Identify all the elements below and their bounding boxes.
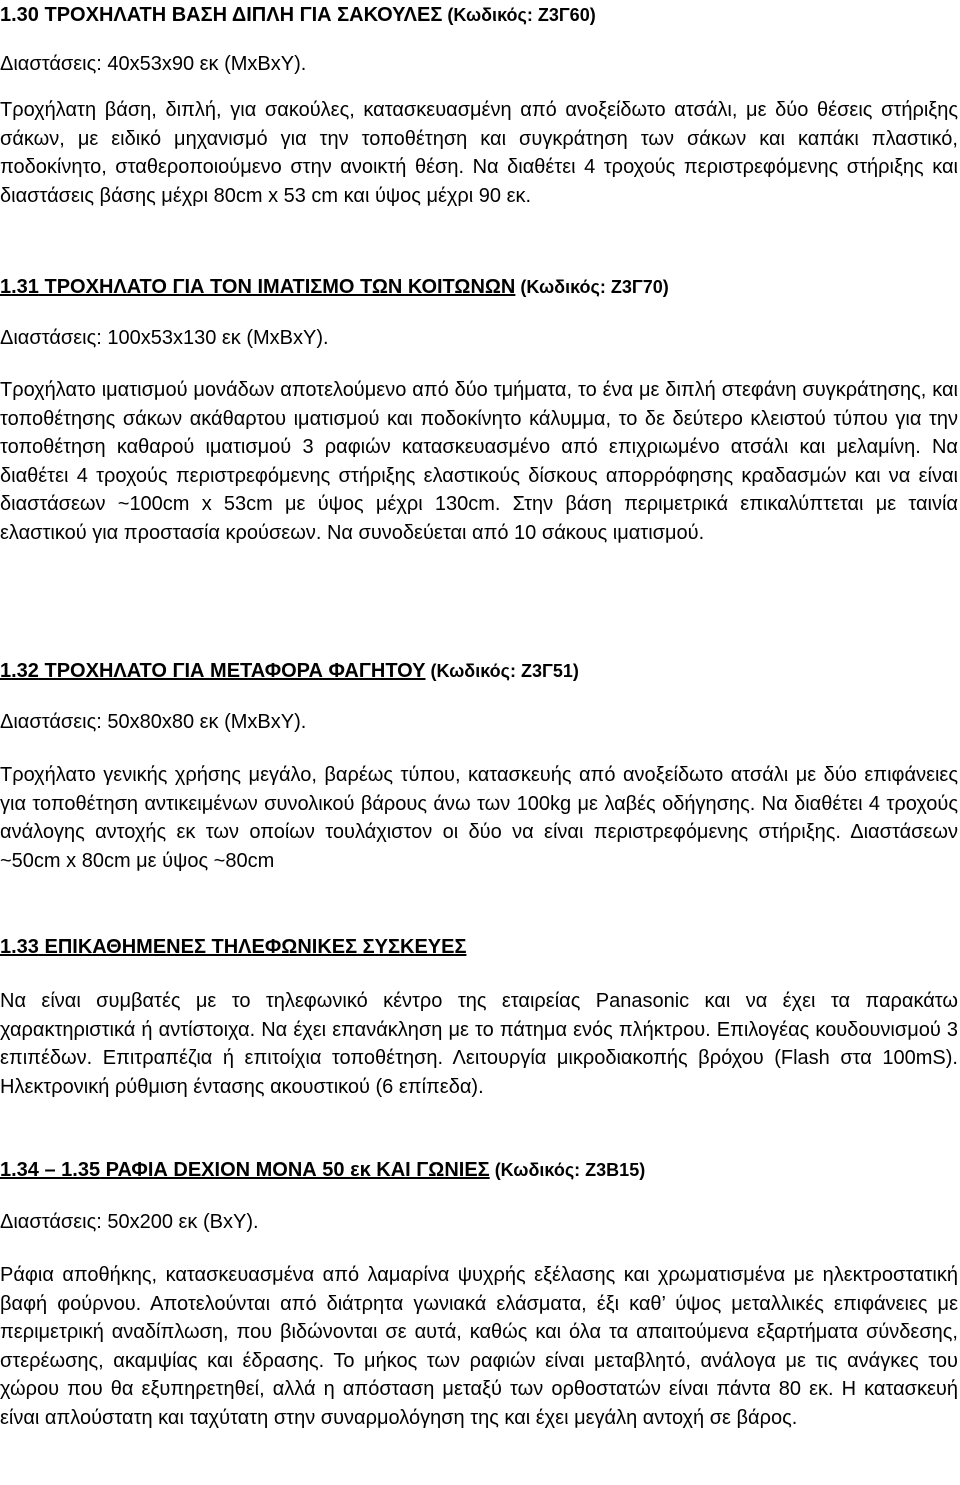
section-1-34-1-35 bbox=[0, 1158, 960, 1432]
section-dimensions: Διαστάσεις: 50x80x80 εκ (ΜxΒxΥ). bbox=[0, 711, 307, 733]
section-title: ΤΡΟΧΗΛΑΤΟ ΓΙΑ ΤΟΝ ΙΜΑΤΙΣΜΟ ΤΩΝ ΚΟΙΤΩΝΩΝ bbox=[38, 276, 516, 298]
section-heading bbox=[0, 1158, 960, 1182]
section-1-33 bbox=[0, 935, 960, 1101]
section-body: Τροχήλατο ιματισμού μονάδων αποτελούμενο από δύο τμήματα, το ένα με διπλή στεφάνη συγκράτησης, και τοποθέτησης σάκων ακάθαρτου ιματισμού και ποδοκίνητο κάλυμμα, το δε δεύτερο κλειστού τύπου για την τοποθέτηση καθαρού ιματισμού 3 ραφιών κατασκευασμένο από επιχριωμένο ατσάλι και μελαμίνη. Να διαθέτει 4 τροχούς περιστρεφόμενης στήριξης ελαστικούς δίσκους απορρόφησης κραδασμών και να είναι διαστάσεων ~100cm x 53cm με ύψος μέχρι 130cm. Στην βάση περιμετρικά επικαλύπτεται με ταινία ελαστικού για προστασία κρούσεων. Να συνοδεύεται από 10 σάκους ιματισμού. bbox=[0, 379, 958, 544]
section-heading bbox=[0, 3, 960, 27]
section-code: (Κωδικός: Z3Γ70) bbox=[515, 277, 669, 297]
section-heading bbox=[0, 659, 960, 683]
section-1-31 bbox=[0, 275, 960, 547]
section-dimensions: Διαστάσεις: 40x53x90 εκ (ΜxΒxΥ). bbox=[0, 53, 307, 75]
section-number: 1.30 bbox=[0, 4, 39, 26]
section-body: Ράφια αποθήκης, κατασκευασμένα από λαμαρίνα ψυχρής εξέλασης και χρωματισμένα με ηλεκτροστατική βαφή φούρνου. Αποτελούνται από διάτρητα γωνιακά ελάσματα, έξι καθ’ ύψος μεταλλικές επιφάνειες με περιμετρική αναδίπλωση, που βιδώνονται σε αυτά, καθώς και όλα τα απαιτούμενα εξαρτήματα σύνδεσης, στερέωσης, ακαμψίας και έδρασης. Το μήκος των ραφιών είναι μεταβλητό, ανάλογα με τις ανάγκες του χώρου που θα εξυπηρετηθεί, αλλά η απόσταση μεταξύ των ορθοστατών είναι πάντα 80 εκ. Η κατασκευή είναι απλούστατη και ταχύτατη στην συναρμολόγηση της και έχει μεγάλη αντοχή σε βάρος. bbox=[0, 1264, 958, 1429]
section-title: ΤΡΟΧΗΛΑΤΗ ΒΑΣΗ ΔΙΠΛΗ ΓΙΑ ΣΑΚΟΥΛΕΣ bbox=[38, 4, 443, 26]
section-code: (Κωδικός: Z3Γ51) bbox=[425, 661, 579, 681]
section-number: 1.32 bbox=[0, 660, 39, 682]
section-code: (Κωδικός: Z3B15) bbox=[489, 1160, 646, 1180]
section-title: ΕΠΙΚΑΘΗΜΕΝΕΣ ΤΗΛΕΦΩΝΙΚΕΣ ΣΥΣΚΕΥΕΣ bbox=[38, 936, 467, 958]
section-dimensions: Διαστάσεις: 100x53x130 εκ (ΜxΒxΥ). bbox=[0, 327, 329, 349]
section-1-30 bbox=[0, 0, 960, 210]
section-heading bbox=[0, 275, 960, 299]
section-title: ΡΑΦΙΑ DEXION ΜΟΝΑ 50 εκ ΚΑΙ ΓΩΝΙΕΣ bbox=[100, 1159, 490, 1181]
section-body: Να είναι συμβατές με το τηλεφωνικό κέντρο της εταιρείας Panasonic και να έχει τα παρακάτω χαρακτηριστικά ή αντίστοιχα. Να έχει επανάκληση με το πάτημα ενός πλήκτρου. Επιλογέας κουδουνισμού 3 επιπέδων. Επιτραπέζια ή επιτοίχια τοποθέτηση. Λειτουργία μικροδιακοπής βρόχου (Flash στα 100mS). Ηλεκτρονική ρύθμιση έντασης ακουστικού (6 επίπεδα). bbox=[0, 990, 958, 1098]
section-1-32 bbox=[0, 659, 960, 875]
section-code: (Κωδικός: Z3Γ60) bbox=[442, 5, 596, 25]
section-heading bbox=[0, 935, 960, 959]
section-body: Τροχήλατο γενικής χρήσης μεγάλο, βαρέως τύπου, κατασκευής από ανοξείδωτο ατσάλι με δύο επιφάνειες για τοποθέτηση αντικειμένων συνολικού βάρους άνω των 100kg με λαβές οδήγησης. Να διαθέτει 4 τροχούς ανάλογης αντοχής εκ των οποίων τουλάχιστον οι δύο να είναι περιστρεφόμενης στήριξης. Διαστάσεων ~50cm x 80cm με ύψος ~80cm bbox=[0, 764, 958, 872]
section-body: Τροχήλατη βάση, διπλή, για σακούλες, κατασκευασμένη από ανοξείδωτο ατσάλι, με δύο θέσεις στήριξης σάκων, με ειδικό μηχανισμό για την τοποθέτηση και συγκράτηση των σάκων και καπάκι πλαστικό, ποδοκίνητο, σταθεροποιούμενο στην ανοικτή θέση. Να διαθέτει 4 τροχούς περιστρεφόμενης στήριξης και διαστάσεις βάσης μέχρι 80cm x 53 cm και ύψος μέχρι 90 εκ. bbox=[0, 99, 958, 207]
section-number: 1.31 bbox=[0, 276, 39, 298]
section-dimensions: Διαστάσεις: 50x200 εκ (ΒxΥ). bbox=[0, 1211, 259, 1233]
section-number: 1.34 – 1.35 bbox=[0, 1159, 101, 1181]
section-title: ΤΡΟΧΗΛΑΤΟ ΓΙΑ ΜΕΤΑΦΟΡΑ ΦΑΓΗΤΟΥ bbox=[38, 660, 426, 682]
section-number: 1.33 bbox=[0, 936, 39, 958]
